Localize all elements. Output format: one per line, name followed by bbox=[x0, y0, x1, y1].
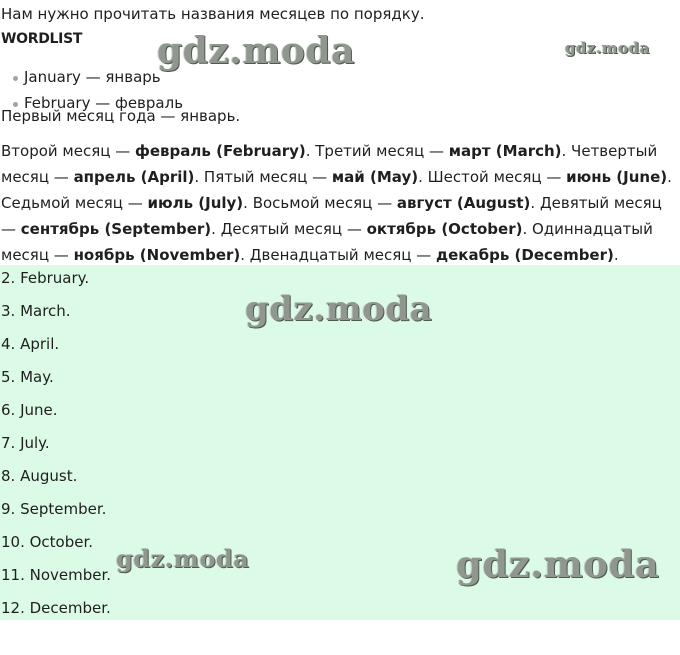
answer-item: 2. February. bbox=[1, 269, 90, 287]
answer-item: 9. September. bbox=[1, 500, 107, 518]
watermark-logo: gdz.moda bbox=[245, 289, 433, 329]
paragraph-text: . Десятый месяц — bbox=[211, 220, 367, 238]
month-name-bold: май (May) bbox=[331, 168, 419, 186]
month-name-bold: апрель (April) bbox=[73, 168, 195, 186]
wordlist-title: WORDLIST bbox=[1, 31, 83, 47]
month-name-bold: август (August) bbox=[396, 194, 531, 212]
answer-item: 3. March. bbox=[1, 302, 71, 320]
answer-item: 7. July. bbox=[1, 434, 50, 452]
paragraph-text: . Двенадцатый месяц — bbox=[240, 246, 437, 264]
paragraph-text: . bbox=[613, 246, 619, 264]
answer-item: 11. November. bbox=[1, 566, 112, 584]
paragraph-text: . Четвертый месяц — bbox=[1, 142, 658, 186]
month-name-bold: октябрь (October) bbox=[366, 220, 523, 238]
month-name-bold: декабрь (December) bbox=[436, 246, 614, 264]
month-name-bold: февраль (February) bbox=[134, 142, 306, 160]
watermark-logo: gdz.moda bbox=[565, 39, 650, 57]
paragraph-text: . Пятый месяц — bbox=[194, 168, 332, 186]
month-name-bold: ноябрь (November) bbox=[73, 246, 241, 264]
answer-item: 10. October. bbox=[1, 533, 94, 551]
month-name-bold: март (March) bbox=[448, 142, 562, 160]
watermark-logo: gdz.moda bbox=[116, 544, 250, 573]
answer-item: 6. June. bbox=[1, 401, 58, 419]
paragraph-text: . Одиннадцатый месяц — bbox=[1, 220, 653, 264]
answer-item: 8. August. bbox=[1, 467, 78, 485]
answer-block bbox=[0, 265, 680, 620]
month-name-bold: июль (July) bbox=[147, 194, 244, 212]
paragraph-text: Второй месяц — bbox=[1, 142, 135, 160]
watermark-logo: gdz.moda bbox=[456, 542, 660, 586]
wordlist-item: January — январь bbox=[12, 64, 300, 90]
months-paragraph bbox=[1, 138, 676, 268]
answer-item: 5. May. bbox=[1, 368, 54, 386]
month-name-bold: сентябрь (September) bbox=[20, 220, 212, 238]
answer-item: 12. December. bbox=[1, 599, 111, 617]
paragraph-text: . Третий месяц — bbox=[305, 142, 449, 160]
first-month-text: Первый месяц года — январь. bbox=[1, 107, 241, 125]
month-name-bold: июнь (June) bbox=[566, 168, 668, 186]
wordlist-box bbox=[0, 64, 300, 112]
intro-text: Нам нужно прочитать названия месяцев по порядку. bbox=[1, 5, 425, 23]
watermark-logo: gdz.moda bbox=[157, 30, 355, 72]
answer-item: 4. April. bbox=[1, 335, 60, 353]
paragraph-text: . Девятый месяц — bbox=[1, 194, 662, 238]
wordlist-item: February — февраль bbox=[12, 90, 300, 116]
paragraph-text: . Шестой месяц — bbox=[418, 168, 567, 186]
paragraph-text: . Седьмой месяц — bbox=[1, 168, 672, 212]
paragraph-text: . Восьмой месяц — bbox=[243, 194, 397, 212]
